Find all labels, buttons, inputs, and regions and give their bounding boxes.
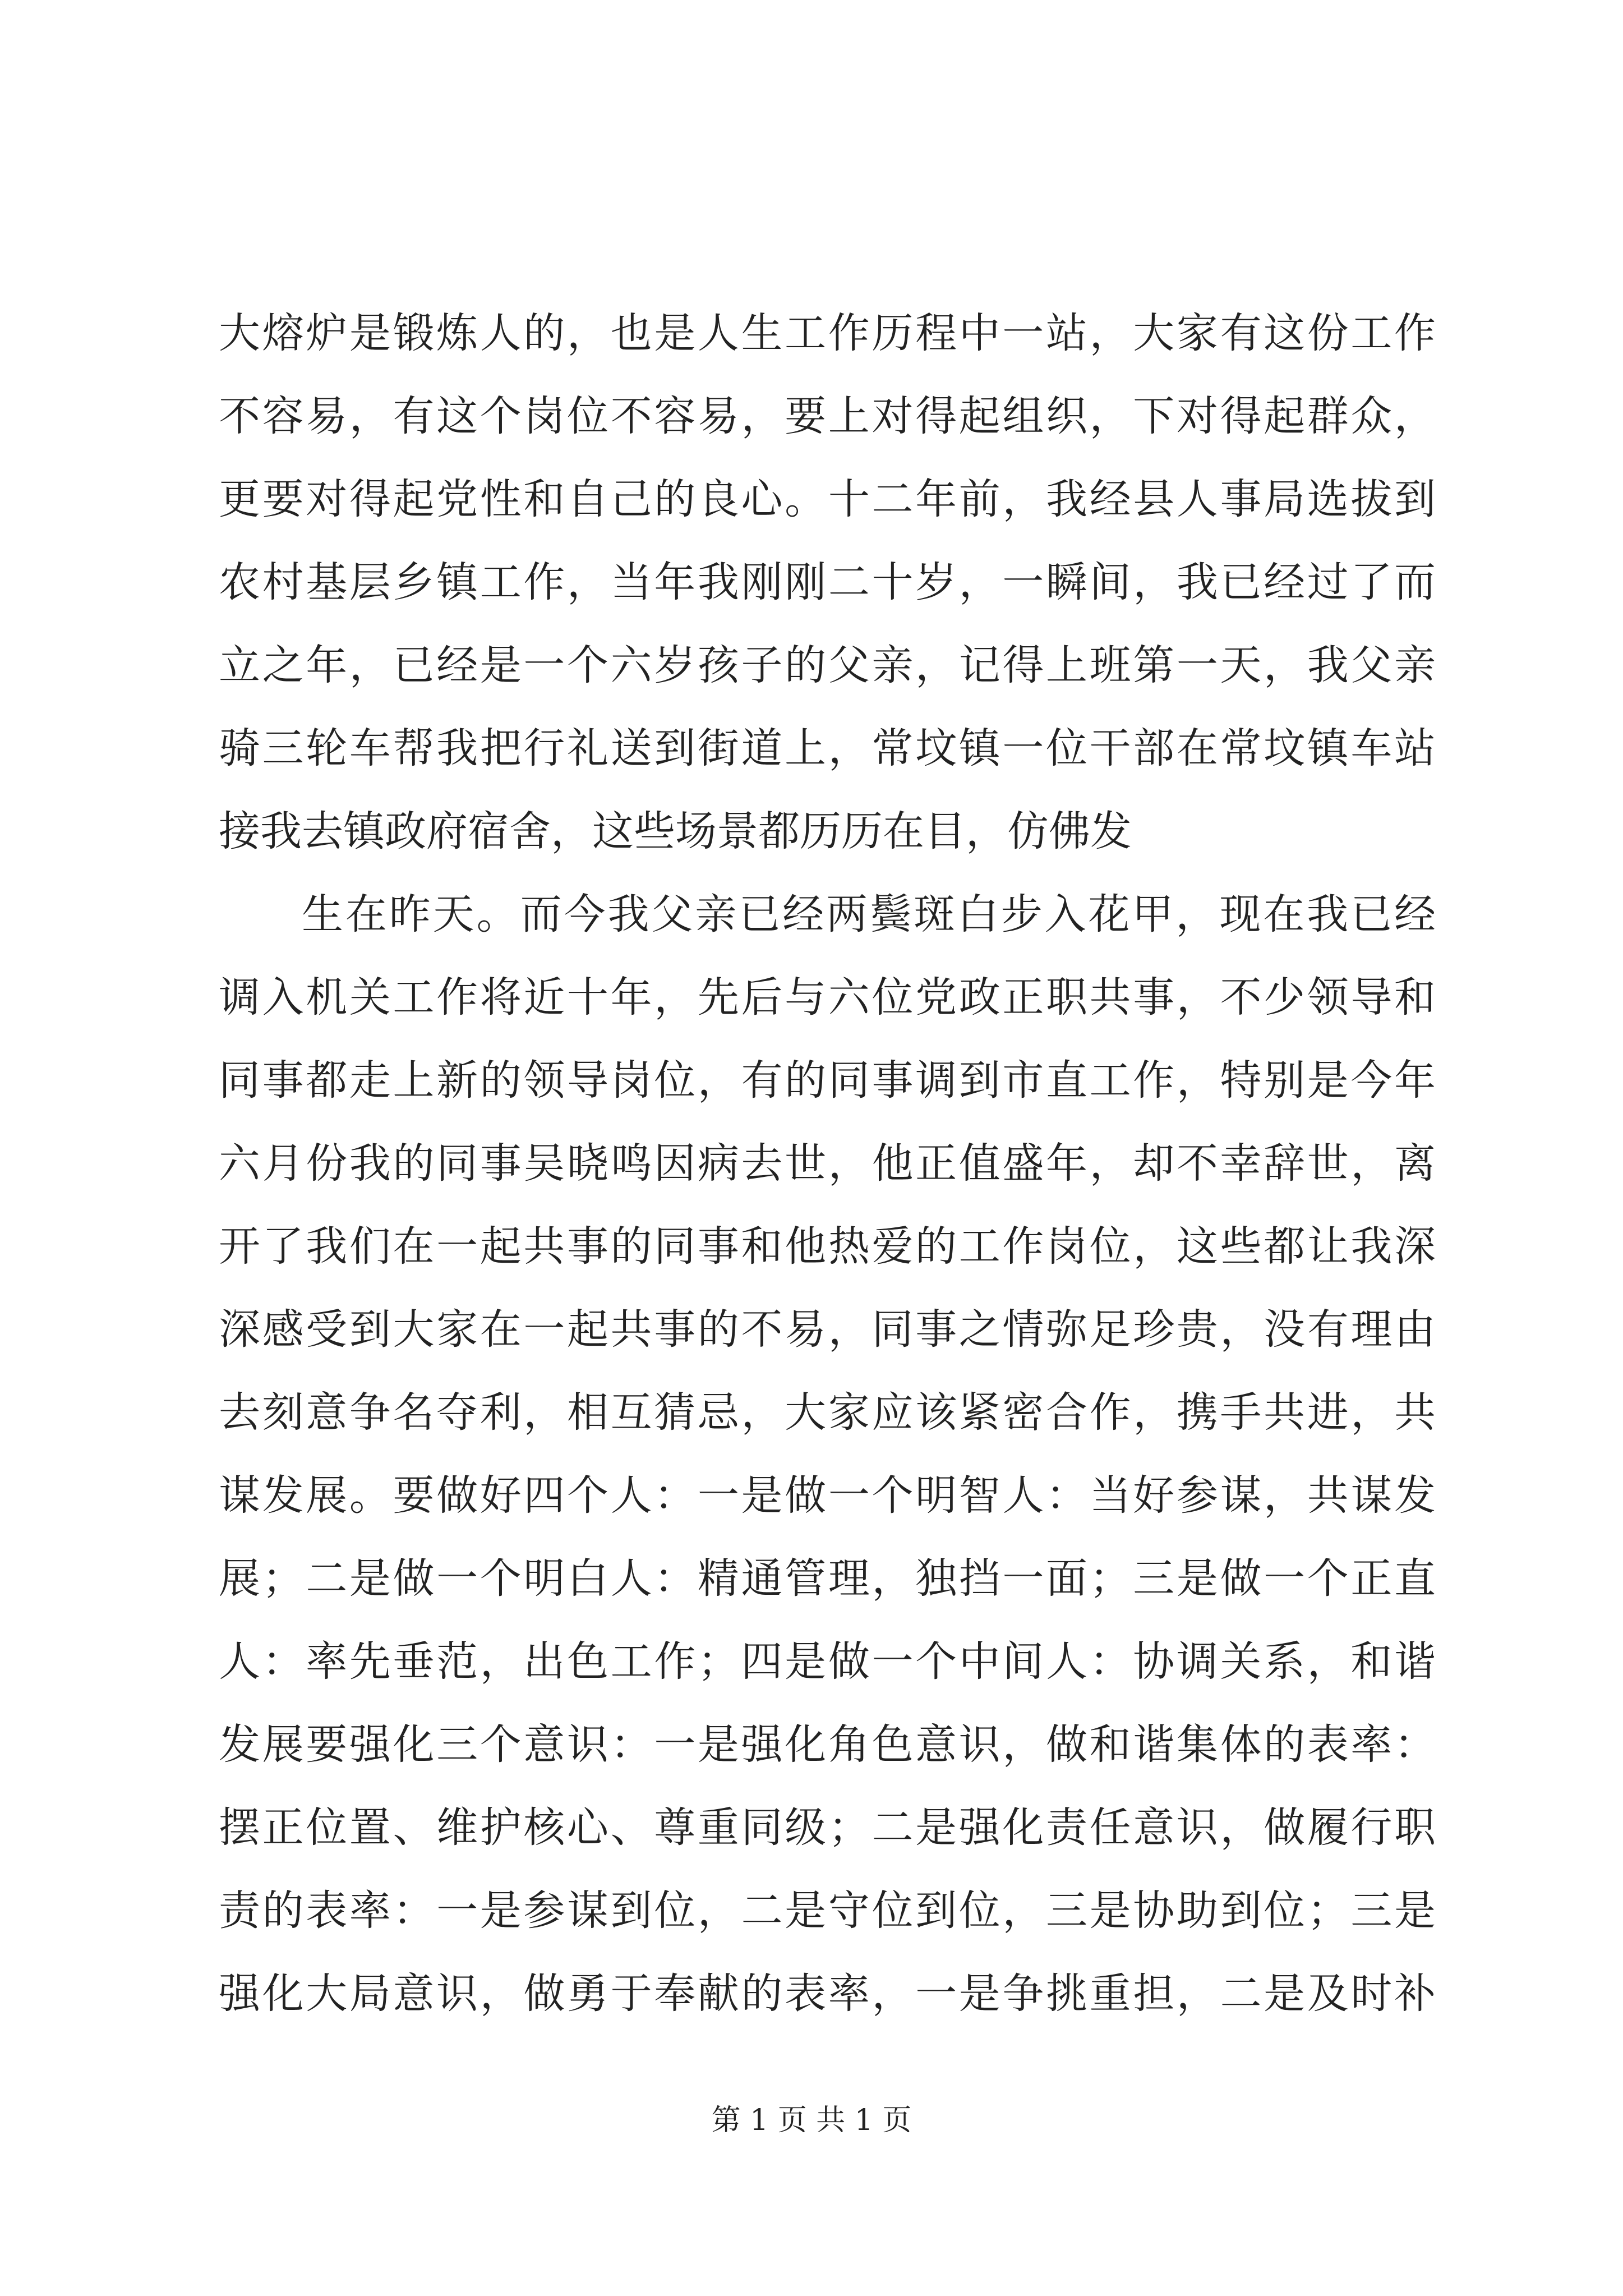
page-footer	[0, 2101, 1623, 2140]
text-line: 摆正位置、维护核心、尊重同级；二是强化责任意识，做履行职	[219, 1803, 1436, 1852]
text-line: 调入机关工作将近十年，先后与六位党政正职共事，不少领导和	[219, 973, 1436, 1022]
text-line: 六月份我的同事吴晓鸣因病去世，他正值盛年，却不幸辞世，离	[219, 1139, 1436, 1188]
text-line: 不容易，有这个岗位不容易，要上对得起组织，下对得起群众，	[219, 392, 1436, 440]
text-line: 发展要强化三个意识：一是强化角色意识，做和谐集体的表率：	[219, 1720, 1436, 1769]
text-line: 去刻意争名夺利，相互猜忌，大家应该紧密合作，携手共进，共	[219, 1388, 1436, 1437]
text-line: 接我去镇政府宿舍，这些场景都历历在目，仿佛发	[219, 807, 1132, 855]
text-line: 强化大局意识，做勇于奉献的表率，一是争挑重担，二是及时补	[219, 1970, 1436, 2018]
text-line: 立之年，已经是一个六岁孩子的父亲，记得上班第一天，我父亲	[219, 641, 1436, 689]
text-line: 开了我们在一起共事的同事和他热爱的工作岗位，这些都让我深	[219, 1222, 1436, 1271]
text-line: 同事都走上新的领导岗位，有的同事调到市直工作，特别是今年	[219, 1056, 1436, 1105]
text-line: 更要对得起党性和自己的良心。十二年前，我经县人事局选拔到	[219, 475, 1436, 523]
text-line: 谋发展。要做好四个人：一是做一个明智人：当好参谋，共谋发	[219, 1471, 1436, 1520]
page-number-label: 第 1 页 共 1 页	[711, 2104, 912, 2137]
text-line: 生在昨天。而今我父亲已经两鬓斑白步入花甲，现在我已经	[302, 890, 1436, 938]
body-text	[219, 292, 1436, 2035]
text-line: 责的表率：一是参谋到位，二是守位到位，三是协助到位；三是	[219, 1887, 1436, 1935]
text-line: 人：率先垂范，出色工作；四是做一个中间人：协调关系，和谐	[219, 1637, 1436, 1686]
text-line: 大熔炉是锻炼人的，也是人生工作历程中一站，大家有这份工作	[219, 309, 1436, 357]
text-line: 农村基层乡镇工作，当年我刚刚二十岁，一瞬间，我已经过了而	[219, 558, 1436, 606]
text-line: 骑三轮车帮我把行礼送到街道上，常坟镇一位干部在常坟镇车站	[219, 724, 1436, 772]
text-line: 深感受到大家在一起共事的不易，同事之情弥足珍贵，没有理由	[219, 1305, 1436, 1354]
text-line: 展；二是做一个明白人：精通管理，独挡一面；三是做一个正直	[219, 1554, 1436, 1603]
